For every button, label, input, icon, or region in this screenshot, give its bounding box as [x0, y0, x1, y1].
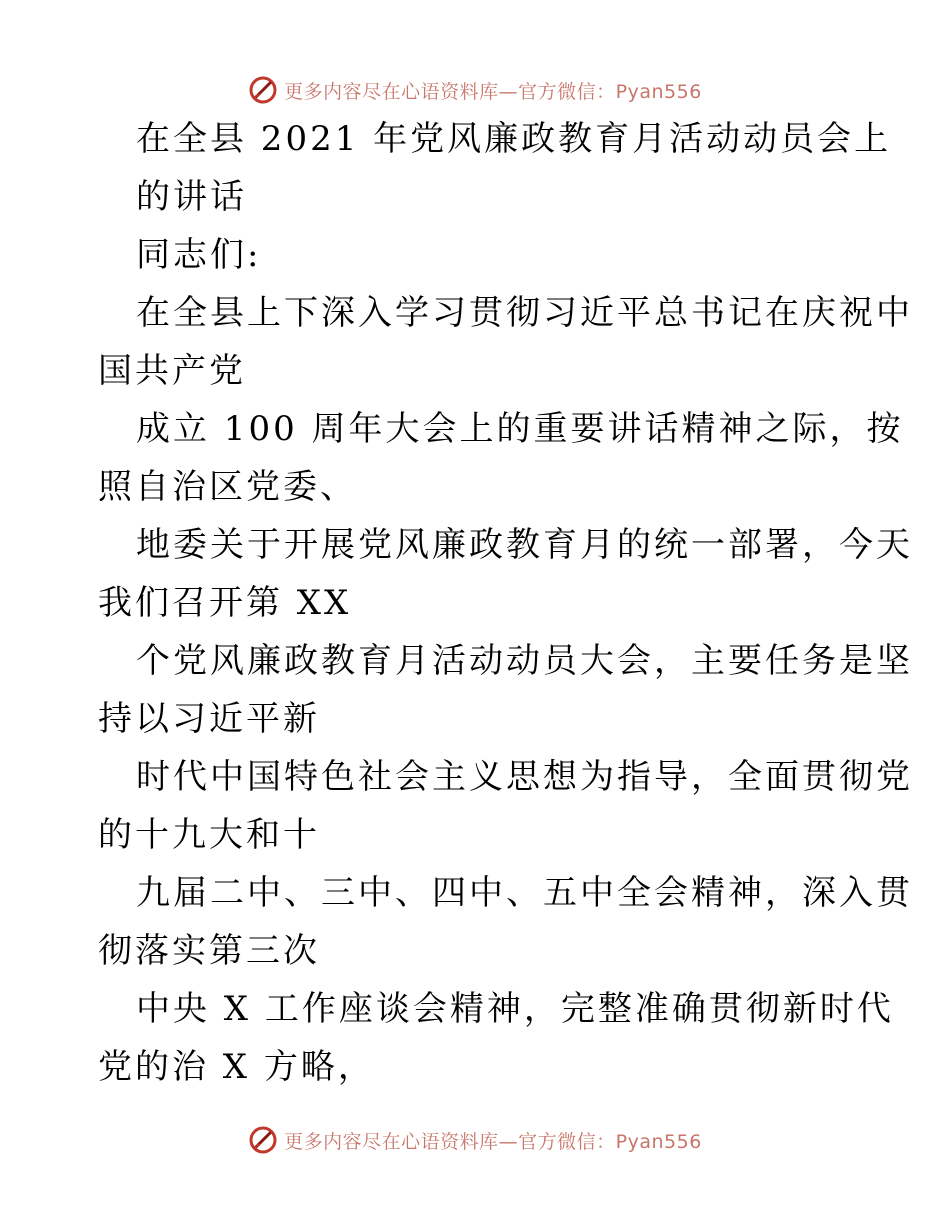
paragraph-line: 成立 100 周年大会上的重要讲话精神之际，按 — [136, 409, 904, 449]
salutation-text: 同志们: — [136, 235, 262, 275]
paragraph-line: 九届二中、三中、四中、五中全会精神，深入贯 — [136, 873, 913, 913]
paragraph-line: 我们召开第 XX — [98, 583, 352, 623]
paragraph — [98, 873, 913, 971]
paragraph-line: 在全县上下深入学习贯彻习近平总书记在庆祝中 — [136, 293, 913, 333]
footer-watermark — [0, 1122, 950, 1158]
document-body — [98, 119, 913, 1108]
paragraph — [98, 989, 894, 1087]
header-watermark — [0, 72, 950, 108]
paragraph-line: 照自治区党委、 — [98, 467, 357, 507]
salutation — [98, 235, 858, 275]
paragraph-line: 的十九大和十 — [98, 815, 320, 855]
paragraph-line: 中央 X 工作座谈会精神，完整准确贯彻新时代 — [136, 989, 894, 1029]
paragraph — [98, 293, 913, 391]
brush-logo-icon — [248, 1125, 278, 1155]
paragraph-line: 国共产党 — [98, 351, 246, 391]
watermark-text: 更多内容尽在心语资料库—官方微信：Pyan556 — [284, 80, 702, 103]
paragraph — [98, 409, 904, 507]
paragraph-line: 持以习近平新 — [98, 699, 320, 739]
paragraph-line: 党的治 X 方略， — [98, 1047, 375, 1087]
paragraph — [98, 641, 913, 739]
paragraph-line: 彻落实第三次 — [98, 931, 320, 971]
brush-logo-icon — [248, 75, 278, 105]
paragraph-line: 时代中国特色社会主义思想为指导，全面贯彻党 — [136, 757, 913, 797]
paragraph — [98, 757, 913, 855]
document-title — [98, 119, 892, 217]
title-line: 的讲话 — [136, 177, 247, 217]
paragraph-line: 地委关于开展党风廉政教育月的统一部署，今天 — [136, 525, 913, 565]
paragraph — [98, 525, 913, 623]
paragraph-line: 个党风廉政教育月活动动员大会，主要任务是坚 — [136, 641, 913, 681]
watermark-text: 更多内容尽在心语资料库—官方微信：Pyan556 — [284, 1130, 702, 1153]
title-line: 在全县 2021 年党风廉政教育月活动动员会上 — [136, 119, 892, 159]
